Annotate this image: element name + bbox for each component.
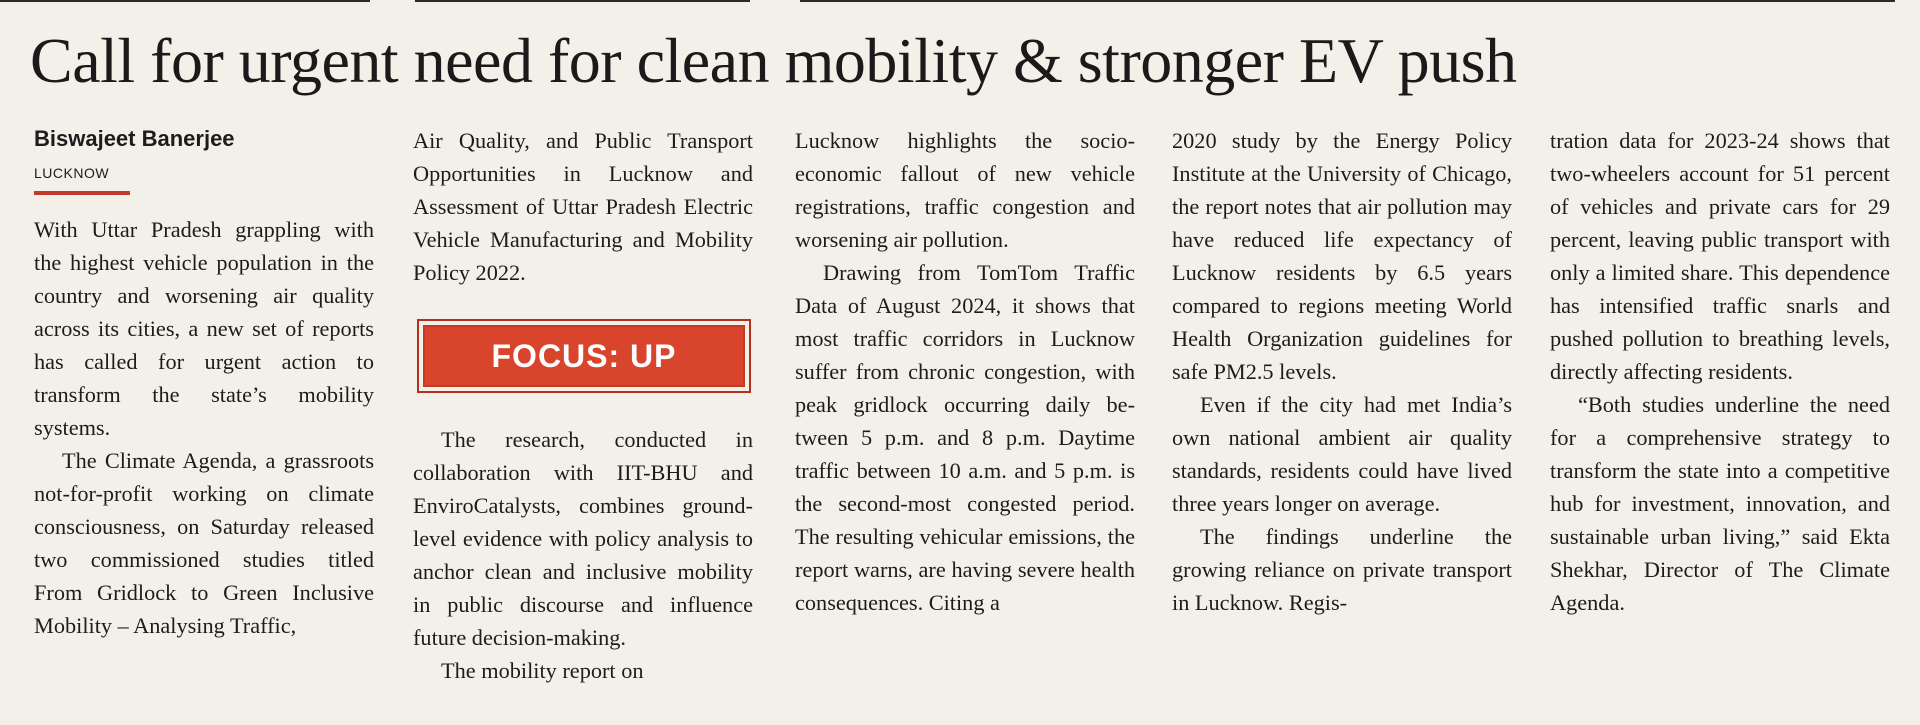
top-rule-right <box>800 0 1895 2</box>
author-byline: Biswajeet Banerjee <box>34 126 235 151</box>
focus-up-label: FOCUS: UP <box>417 319 751 393</box>
paragraph: Air Quality, and Public Transport Opportunities in Lucknow and Assessment of Uttar Pradesh Electric Vehicle Manufacturing and Mobility Policy 2022. <box>413 128 753 285</box>
article-column-4 <box>1172 124 1512 714</box>
top-rule-left <box>0 0 370 2</box>
article-headline: Call for urgent need for clean mobility & stronger EV push <box>30 25 1517 96</box>
paragraph: “Both studies underline the need for a comprehensive strategy to transform the state into a competitive hub for investment, innovation, and sustainable urban living,” said Ekta Shekhar, Director of The Climate Agenda. <box>1550 392 1890 615</box>
paragraph: The Climate Agenda, a grassroots not-for-profit working on climate consciousness, on Saturday released two commissioned studies titled From Gridlock to Green Inclusive Mobility – Analysing Traffic, <box>34 448 374 638</box>
article-column-1 <box>34 124 374 714</box>
paragraph: tration data for 2023-24 shows that two-wheelers account for 51 percent of vehicles and private cars for 29 percent, leaving public transport with only a limited share. This dependence has intensified traffic snarls and pushed pollution to breathing levels, directly affecting residents. <box>1550 128 1890 384</box>
top-rule-middle <box>415 0 750 2</box>
paragraph: The findings underline the growing reliance on private transport in Lucknow. Regis- <box>1172 524 1512 615</box>
paragraph: 2020 study by the Energy Policy Institute at the University of Chicago, the report notes that air pollution may have reduced life expectancy of Lucknow residents by 6.5 years compared to regions meeting World Health Organization guidelines for safe PM2.5 levels. <box>1172 128 1512 384</box>
paragraph: Drawing from TomTom Traffic Data of August 2024, it shows that most traffic corridors in Lucknow suffer from chronic congestion, with peak gridlock occurring daily between 5 p.m. and 8 p.m. Daytime traffic between 10 a.m. and 5 p.m. is the second-most congested period. The resulting vehicular emissions, the report warns, are having severe health consequences. Citing a <box>795 260 1135 615</box>
article-column-3 <box>795 124 1135 714</box>
paragraph: The research, conducted in collaboration with IIT-BHU and EnviroCatalysts, combines ground-level evidence with policy analysis to anchor clean and inclusive mobility in public discourse and influence future decision-making. <box>413 427 753 650</box>
paragraph: Even if the city had met India’s own national ambient air quality standards, residents could have lived three years longer on average. <box>1172 392 1512 516</box>
paragraph: The mobility report on <box>441 658 644 683</box>
dateline: LUCKNOW <box>34 165 110 181</box>
paragraph: Lucknow highlights the socioeconomic fallout of new vehicle registrations, traffic congestion and worsening air pollution. <box>795 128 1135 252</box>
dateline-underline <box>34 191 130 195</box>
article-column-2 <box>413 124 753 714</box>
article-column-5 <box>1550 124 1890 714</box>
paragraph: With Uttar Pradesh grappling with the highest vehicle population in the country and worsening air quality across its cities, a new set of reports has called for urgent action to transform the state’s mobility systems. <box>34 217 374 440</box>
